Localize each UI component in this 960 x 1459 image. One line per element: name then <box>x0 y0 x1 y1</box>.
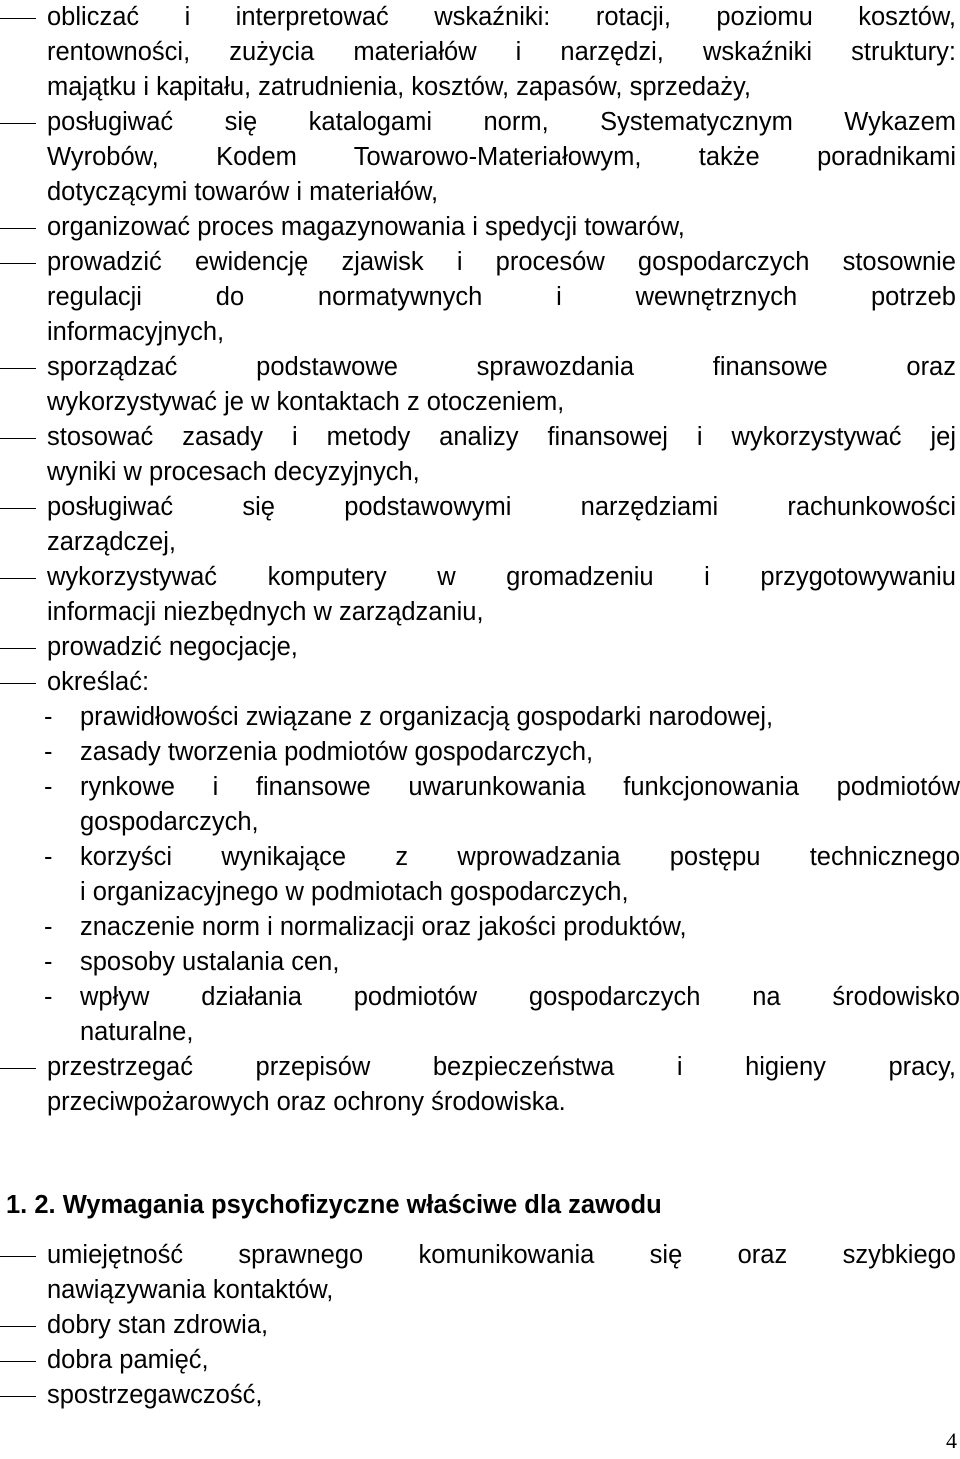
sublist-item <box>0 700 960 735</box>
list-item <box>0 1050 960 1120</box>
hyphen-bullet: - <box>44 843 53 871</box>
text-line: umiejętność sprawnego komunikowania się oraz szybkiego <box>47 1241 956 1269</box>
text-line: dobry stan zdrowia, <box>47 1311 269 1339</box>
text-line: rentowności, zużycia materiałów i narzędzi, wskaźniki struktury: <box>47 38 956 66</box>
section-heading: 1. 2. Wymagania psychofizyczne właściwe dla zawodu <box>6 1191 662 1219</box>
text-line: stosować zasady i metody analizy finansowej i wykorzystywać jej <box>47 423 956 451</box>
text-line: przeciwpożarowych oraz ochrony środowiska. <box>47 1088 566 1116</box>
hyphen-bullet: - <box>44 773 53 801</box>
list-item <box>0 1308 960 1343</box>
sublist-item <box>0 910 960 945</box>
dash-bullet-icon <box>0 263 36 264</box>
text-line: wykorzystywać komputery w gromadzeniu i przygotowywaniu <box>47 563 956 591</box>
dash-bullet-icon <box>0 368 36 369</box>
list-item <box>0 210 960 245</box>
text-line: sporządzać podstawowe sprawozdania finansowe oraz <box>47 353 956 381</box>
hyphen-bullet: - <box>44 983 53 1011</box>
list-item <box>0 350 960 420</box>
list-item <box>0 105 960 210</box>
list-item <box>0 560 960 630</box>
dash-bullet-icon <box>0 1396 36 1397</box>
list-item <box>0 0 960 105</box>
hyphen-bullet: - <box>44 948 53 976</box>
text-line: spostrzegawczość, <box>47 1381 263 1409</box>
text-line: posługiwać się podstawowymi narzędziami rachunkowości <box>47 493 956 521</box>
sublist-item <box>0 770 960 840</box>
list-item <box>0 1238 960 1308</box>
text-line: gospodarczych, <box>80 808 259 836</box>
text-line: posługiwać się katalogami norm, Systematycznym Wykazem <box>47 108 956 136</box>
list-item <box>0 1343 960 1378</box>
text-line: regulacji do normatywnych i wewnętrznych potrzeb <box>47 283 956 311</box>
text-line: prowadzić negocjacje, <box>47 633 298 661</box>
text-line: zasady tworzenia podmiotów gospodarczych, <box>80 738 594 766</box>
text-line: sposoby ustalania cen, <box>80 948 340 976</box>
text-line: dobra pamięć, <box>47 1346 209 1374</box>
text-line: przestrzegać przepisów bezpieczeństwa i higieny pracy, <box>47 1053 956 1081</box>
dash-bullet-icon <box>0 1256 36 1257</box>
sublist-item <box>0 840 960 910</box>
sublist-item <box>0 735 960 770</box>
dash-bullet-icon <box>0 508 36 509</box>
text-line: znaczenie norm i normalizacji oraz jakości produktów, <box>80 913 687 941</box>
list-item <box>0 490 960 560</box>
list-item <box>0 420 960 490</box>
determine-sublist <box>0 700 960 1050</box>
dash-bullet-icon <box>0 683 36 684</box>
psychophysical-list <box>0 1238 960 1413</box>
text-line: wpływ działania podmiotów gospodarczych na środowisko <box>80 983 960 1011</box>
page-number: 4 <box>946 1428 957 1453</box>
skills-list <box>0 0 960 700</box>
text-line: korzyści wynikające z wprowadzania postępu technicznego <box>80 843 960 871</box>
text-line: i organizacyjnego w podmiotach gospodarczych, <box>80 878 629 906</box>
dash-bullet-icon <box>0 1326 36 1327</box>
dash-bullet-icon <box>0 438 36 439</box>
text-line: naturalne, <box>80 1018 194 1046</box>
hyphen-bullet: - <box>44 738 53 766</box>
text-line: majątku i kapitału, zatrudnienia, kosztów, zapasów, sprzedaży, <box>47 73 751 101</box>
list-item <box>0 665 960 700</box>
hyphen-bullet: - <box>44 703 53 731</box>
dash-bullet-icon <box>0 578 36 579</box>
dash-bullet-icon <box>0 18 36 19</box>
text-line: Wyrobów, Kodem Towarowo-Materiałowym, także poradnikami <box>47 143 956 171</box>
text-line: zarządczej, <box>47 528 176 556</box>
text-line: informacji niezbędnych w zarządzaniu, <box>47 598 484 626</box>
text-line: nawiązywania kontaktów, <box>47 1276 334 1304</box>
skills-list-tail <box>0 1050 960 1120</box>
sublist-item <box>0 945 960 980</box>
text-line: wykorzystywać je w kontaktach z otoczeniem, <box>47 388 565 416</box>
text-line: organizować proces magazynowania i spedycji towarów, <box>47 213 685 241</box>
dash-bullet-icon <box>0 1361 36 1362</box>
list-item <box>0 630 960 665</box>
text-line: dotyczącymi towarów i materiałów, <box>47 178 439 206</box>
text-line: rynkowe i finansowe uwarunkowania funkcjonowania podmiotów <box>80 773 960 801</box>
text-line: wyniki w procesach decyzyjnych, <box>47 458 420 486</box>
text-line: prowadzić ewidencję zjawisk i procesów gospodarczych stosownie <box>47 248 956 276</box>
hyphen-bullet: - <box>44 913 53 941</box>
dash-bullet-icon <box>0 1068 36 1069</box>
text-line: określać: <box>47 668 150 696</box>
dash-bullet-icon <box>0 648 36 649</box>
dash-bullet-icon <box>0 123 36 124</box>
list-item <box>0 1378 960 1413</box>
list-item <box>0 245 960 350</box>
section-gap <box>0 1120 960 1188</box>
sublist-item <box>0 980 960 1050</box>
dash-bullet-icon <box>0 228 36 229</box>
text-line: informacyjnych, <box>47 318 225 346</box>
text-line: prawidłowości związane z organizacją gospodarki narodowej, <box>80 703 774 731</box>
text-line: obliczać i interpretować wskaźniki: rotacji, poziomu kosztów, <box>47 3 956 31</box>
